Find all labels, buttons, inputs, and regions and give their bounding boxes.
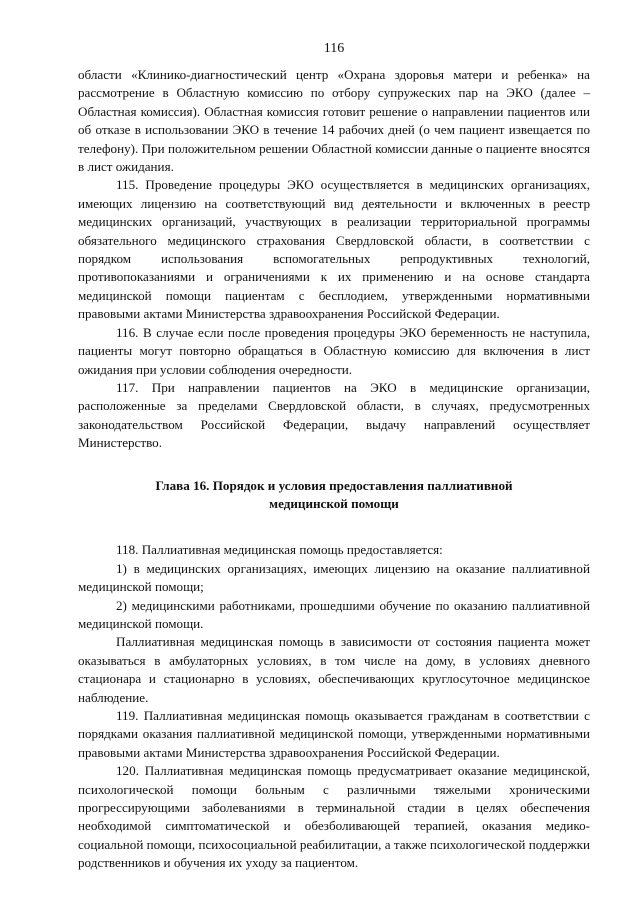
paragraph-116: 116. В случае если после проведения процедуры ЭКО беременность не наступила, пациенты могут повторно обращаться в Областную комиссию для включения в лист ожидания при условии соблюдения очередности. xyxy=(78,324,590,377)
paragraph-continuation: области «Клинико-диагностический центр «Охрана здоровья матери и ребенка» на рассмотрение в Областную комиссию по отбору супружеских пар на ЭКО (далее – Областная комиссия). Областная комиссия готовит решение о направлении пациентов или об отказе в использовании ЭКО в течение 14 рабочих дней (о чем пациент извещается по телефону). При положительном решении Областной комиссии данные о пациенте вносятся в лист ожидания. xyxy=(78,67,590,175)
chapter-heading-line-2: медицинской помощи xyxy=(269,495,399,511)
paragraph-palliative-conditions: Паллиативная медицинская помощь в зависимости от состояния пациента может оказываться в амбулаторных условиях, в том числе на дому, в условиях дневного стационара и стационарно в условиях, обеспечивающих круглосуточное медицинское наблюдение. xyxy=(78,634,590,705)
section-top xyxy=(78,66,590,453)
paragraph-119: 119. Паллиативная медицинская помощь оказывается гражданам в соответствии с порядками оказания паллиативной медицинской помощи, утвержденными нормативными правовыми актами Министерства здравоохранения Российской Федерации. xyxy=(78,708,590,760)
chapter-heading-line-1: Глава 16. Порядок и условия предоставления паллиативной xyxy=(155,477,513,493)
list-item-2: 2) медицинскими работниками, прошедшими обучение по оказанию паллиативной медицинской помощи. xyxy=(78,597,590,631)
page-number: 116 xyxy=(323,41,345,56)
section-bottom xyxy=(78,541,590,872)
chapter-heading xyxy=(78,477,590,514)
document-page xyxy=(78,40,590,873)
paragraph-118: 118. Паллиативная медицинская помощь предоставляется: xyxy=(116,542,443,558)
paragraph-115: 115. Проведение процедуры ЭКО осуществляется в медицинских организациях, имеющих лицензию на соответствующий вид деятельности и включенных в реестр медицинских организаций, участвующих в реализации территориальной программы обязательного медицинского страхования Свердловской области, в соответствии с порядком использования вспомогательных репродуктивных технологий, противопоказаниями и ограничениями к их применению и на основе стандарта медицинской помощи пациентам с бесплодием, утвержденными нормативными правовыми актами Министерства здравоохранения Российской Федерации. xyxy=(78,177,590,322)
list-item-1: 1) в медицинских организациях, имеющих лицензию на оказание паллиативной медицинской помощи; xyxy=(78,560,590,595)
paragraph-120: 120. Паллиативная медицинская помощь предусматривает оказание медицинской, психологической помощи больным с различными тяжелыми хроническими прогрессирующими заболеваниями в терминальной стадии в целях обеспечения необходимой симптоматической и обезболивающей терапией, оказания медико-социальной помощи, психосоциальной реабилитации, а также психологической поддержки родственников и обучения их уходу за пациентом. xyxy=(78,763,590,871)
paragraph-117: 117. При направлении пациентов на ЭКО в медицинские организации, расположенные за пределами Свердловской области, в случаях, предусмотренных законодательством Российской Федерации, выдачу направлений осуществляет Министерство. xyxy=(78,379,590,451)
